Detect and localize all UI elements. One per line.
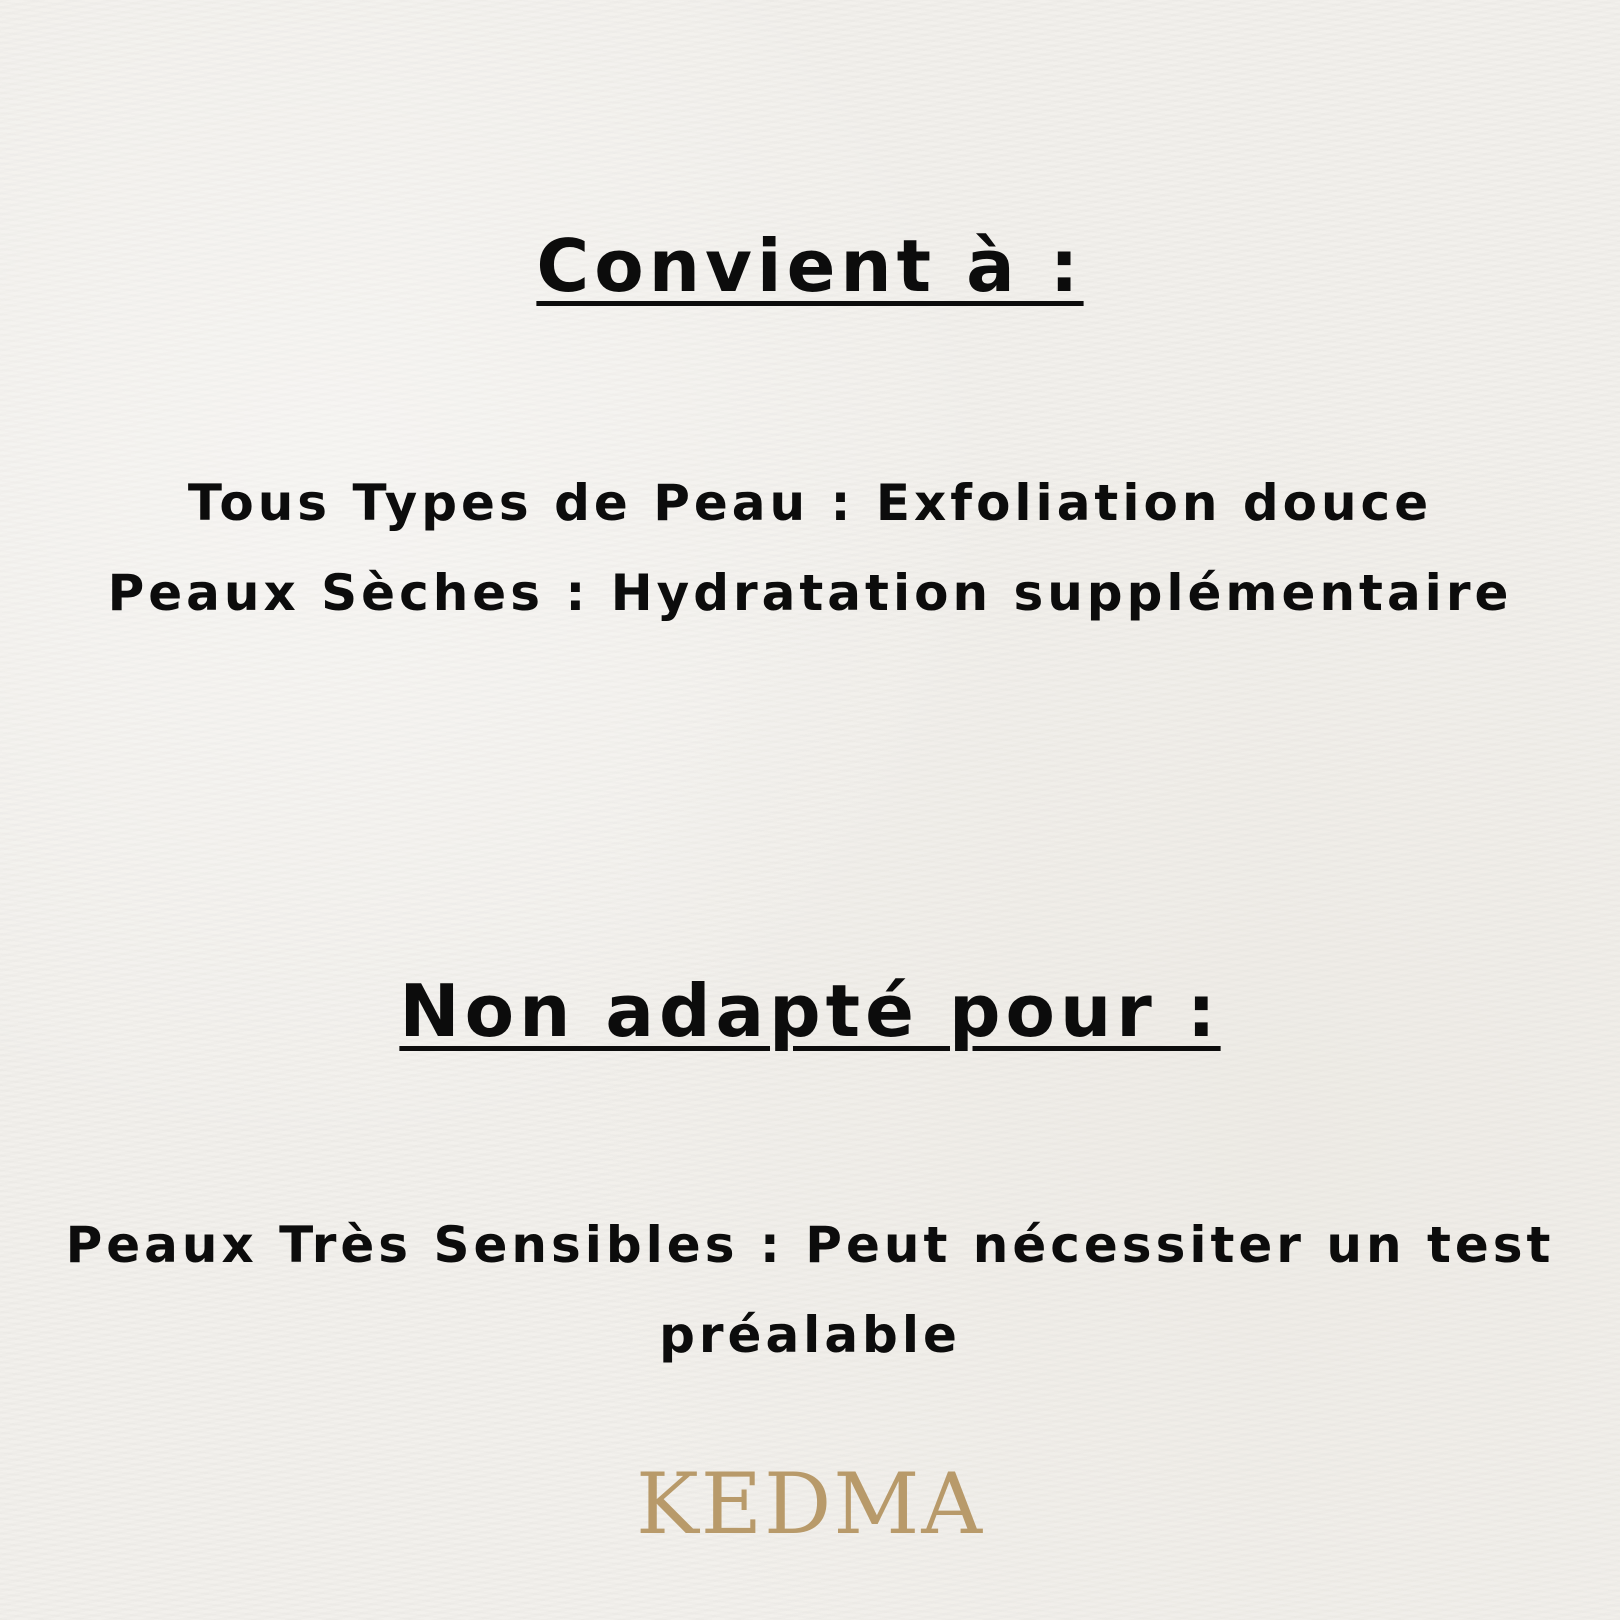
not-suitable-heading-text: Non adapté pour : <box>399 969 1221 1053</box>
suitable-item-all-skin-types: Tous Types de Peau : Exfoliation douce <box>187 474 1433 532</box>
not-suitable-item-continuation: préalable <box>659 1306 961 1364</box>
not-suitable-heading <box>0 969 1620 1053</box>
brand-logo: KEDMA <box>635 1455 985 1553</box>
suitable-heading <box>0 224 1620 308</box>
not-suitable-item-very-sensitive-skin: Peaux Très Sensibles : Peut nécessiter un test <box>65 1216 1555 1274</box>
suitable-item-dry-skin: Peaux Sèches : Hydratation supplémentaire <box>107 564 1513 622</box>
suitable-heading-text: Convient à : <box>536 224 1084 308</box>
